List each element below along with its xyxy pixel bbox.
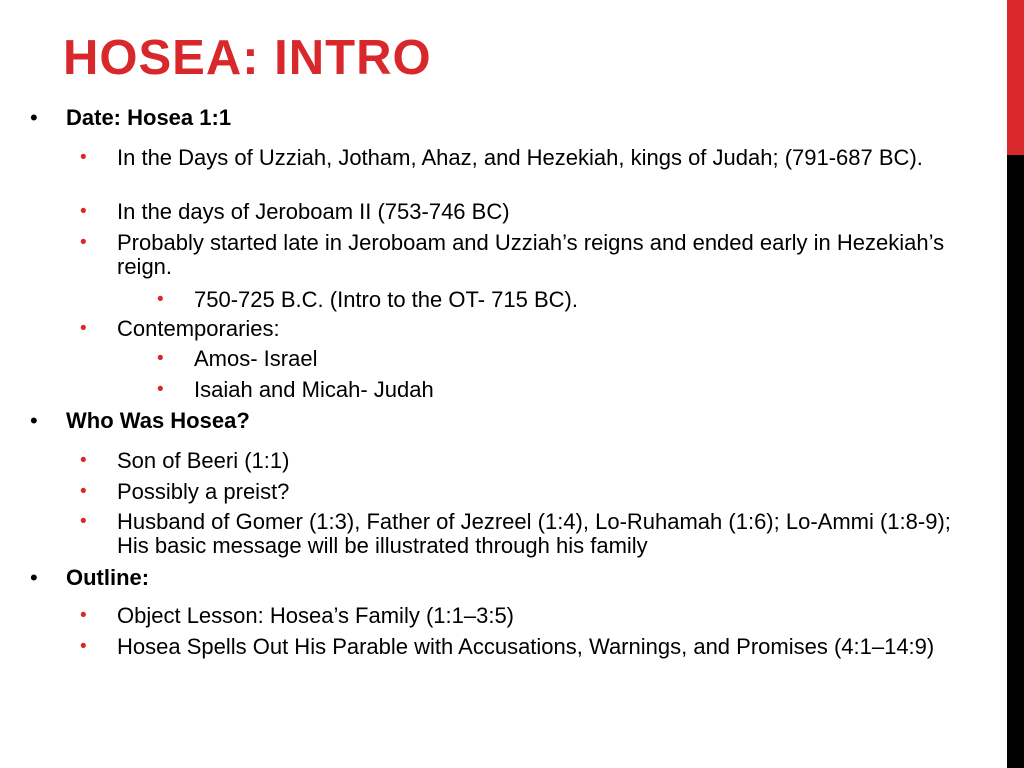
section-heading-who-was-hosea xyxy=(30,409,970,433)
list-item-text: Hosea Spells Out His Parable with Accusations, Warnings, and Promises (4:1–14:9) xyxy=(117,634,935,659)
list-item xyxy=(80,510,960,558)
list-item-text: In the days of Jeroboam II (753-746 BC) xyxy=(117,199,510,224)
bullet-icon: • xyxy=(157,289,164,310)
list-item-text: Amos- Israel xyxy=(194,346,318,371)
bullet-icon: • xyxy=(30,408,38,433)
bullet-icon: • xyxy=(30,565,38,590)
list-item-text: Possibly a preist? xyxy=(117,479,290,504)
slide-title: HOSEA: INTRO xyxy=(63,31,432,85)
list-item xyxy=(157,378,957,402)
accent-bar-black xyxy=(1007,155,1024,768)
bullet-icon: • xyxy=(157,348,164,369)
bullet-icon: • xyxy=(80,511,87,532)
section-heading-date xyxy=(30,106,970,130)
bullet-icon: • xyxy=(80,232,87,253)
list-item xyxy=(80,449,960,473)
list-item xyxy=(80,317,960,341)
list-item-text: Husband of Gomer (1:3), Father of Jezreel (1:4), Lo-Ruhamah (1:6); Lo-Ammi (1:8-9); His basic message will be illustrated through his family xyxy=(117,509,951,558)
list-item xyxy=(80,635,960,659)
list-item-text: Object Lesson: Hosea’s Family (1:1–3:5) xyxy=(117,603,514,628)
bullet-icon: • xyxy=(80,201,87,222)
list-item xyxy=(80,146,960,170)
section-heading-text: Outline: xyxy=(66,565,150,590)
list-item-text: 750-725 B.C. (Intro to the OT- 715 BC). xyxy=(194,287,578,312)
bullet-icon: • xyxy=(80,605,87,626)
section-heading-text: Date: Hosea 1:1 xyxy=(66,105,232,130)
bullet-icon: • xyxy=(80,318,87,339)
section-heading-text: Who Was Hosea? xyxy=(66,408,250,433)
list-item-text: In the Days of Uzziah, Jotham, Ahaz, and Hezekiah, kings of Judah; (791-687 BC). xyxy=(117,145,923,170)
list-item-text: Probably started late in Jeroboam and Uzziah’s reigns and ended early in Hezekiah’s reign. xyxy=(117,230,945,279)
section-heading-outline xyxy=(30,566,970,590)
list-item-text: Son of Beeri (1:1) xyxy=(117,448,290,473)
list-item xyxy=(157,288,957,312)
list-item xyxy=(80,604,960,628)
bullet-icon: • xyxy=(157,379,164,400)
list-item xyxy=(80,200,960,224)
accent-bar-red xyxy=(1007,0,1024,155)
list-item-text: Contemporaries: xyxy=(117,316,280,341)
bullet-icon: • xyxy=(80,636,87,657)
bullet-icon: • xyxy=(80,147,87,168)
bullet-icon: • xyxy=(80,450,87,471)
list-item-text: Isaiah and Micah- Judah xyxy=(194,377,434,402)
bullet-icon: • xyxy=(30,105,38,130)
bullet-icon: • xyxy=(80,481,87,502)
list-item xyxy=(157,347,957,371)
list-item xyxy=(80,231,960,279)
list-item xyxy=(80,480,960,504)
